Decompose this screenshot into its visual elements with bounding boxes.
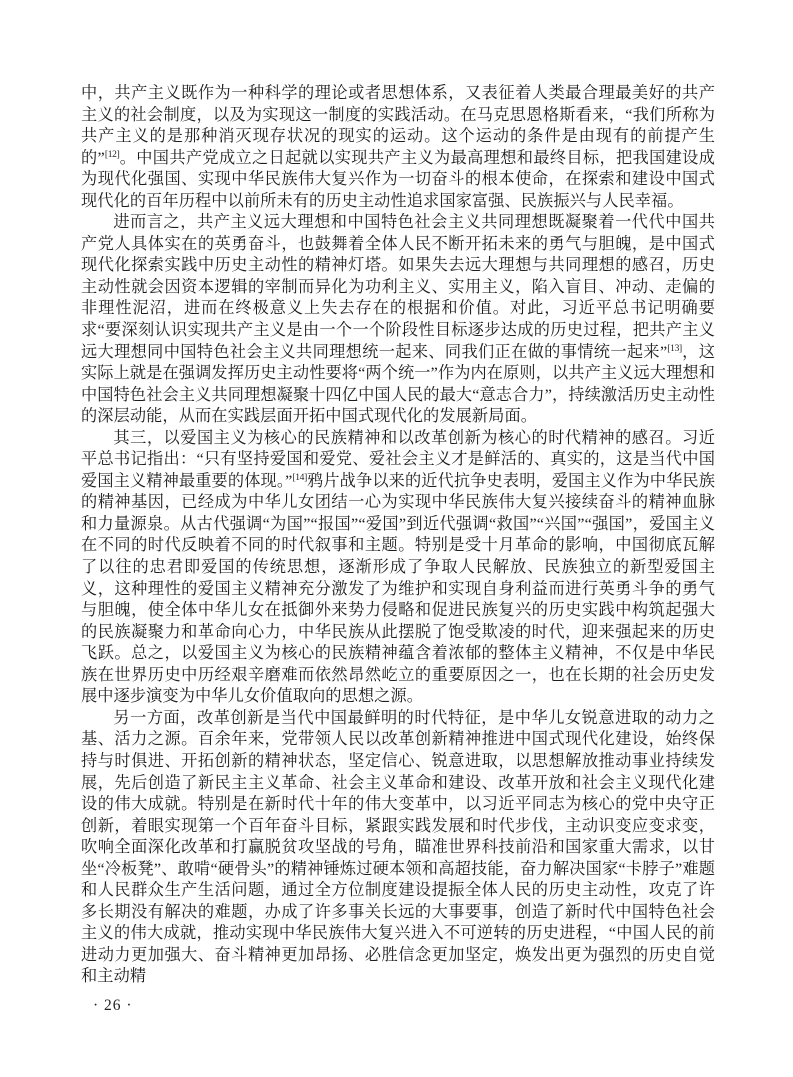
document-body	[81, 83, 715, 988]
page-number: · 26 ·	[93, 997, 133, 1014]
paragraph: 其三，以爱国主义为核心的民族精神和以改革创新为核心的时代精神的感召。习近平总书记指出：“只有坚持爱国和爱党、爱社会主义才是鲜活的、真实的，这是当代中国爱国主义精神最重要的体现。”[14]鸦片战争以来的近代抗争史表明，爱国主义作为中华民族的精神基因，已经成为中华儿女团结一心为实现中华民族伟大复兴接续奋斗的精神血脉和力量源泉。从古代强调“为国”“报国”“爱国”到近代强调“救国”“兴国”“强国”，爱国主义在不同的时代反映着不同的时代叙事和主题。特别是受十月革命的影响，中国彻底瓦解了以往的忠君即爱国的传统思想，逐渐形成了争取人民解放、民族独立的新型爱国主义，这种理性的爱国主义精神充分激发了为维护和实现自身利益而进行英勇斗争的勇气与胆魄，使全体中华儿女在抵御外来势力侵略和促进民族复兴的历史实践中构筑起强大的民族凝聚力和革命向心力，中华民族从此摆脱了饱受欺凌的时代，迎来强起来的历史飞跃。总之，以爱国主义为核心的民族精神蕴含着浓郁的整体主义精神，不仅是中华民族在世界历史中历经艰辛磨难而依然昂然屹立的重要原因之一，也在长期的社会历史发展中逐步演变为中华儿女价值取向的思想之源。	[81, 428, 716, 706]
citation-ref: [13]	[667, 343, 682, 354]
citation-ref: [14]	[292, 472, 307, 483]
paragraph: 进而言之，共产主义远大理想和中国特色社会主义共同理想既凝聚着一代代中国共产党人具体实在的英勇奋斗，也鼓舞着全体人民不断开拓未来的勇气与胆魄，是中国式现代化探索实践中历史主动性的精神灯塔。如果失去远大理想与共同理想的感召，历史主动性就会因资本逻辑的宰制而异化为功利主义、实用主义，陷入盲目、冲动、走偏的非理性泥沼，进而在终极意义上失去存在的根据和价值。对此，习近平总书记明确要求“要深刻认识实现共产主义是由一个一个阶段性目标逐步达成的历史过程，把共产主义远大理想同中国特色社会主义共同理想统一起来、同我们正在做的事情统一起来”[13]，这实际上就是在强调发挥历史主动性要将“两个统一”作为内在原则，以共产主义远大理想和中国特色社会主义共同理想凝聚十四亿中国人民的最大“意志合力”，持续激活历史主动性的深层动能，从而在实践层面开拓中国式现代化的发展新局面。	[81, 213, 715, 426]
paragraph: 另一方面，改革创新是当代中国最鲜明的时代特征，是中华儿女锐意进取的动力之基、活力之源。百余年来，党带领人民以改革创新精神推进中国式现代化建设，始终保持与时俱进、开拓创新的精神状态，坚定信心、锐意进取，以思想解放推动事业持续发展，先后创造了新民主主义革命、社会主义革命和建设、改革开放和社会主义现代化建设的伟大成就。特别是在新时代十年的伟大变革中，以习近平同志为核心的党中央守正创新，着眼实现第一个百年奋斗目标，紧跟实践发展和时代步伐，主动识变应变求变，吹响全面深化改革和打赢脱贫攻坚战的号角，瞄准世界科技前沿和国家重大需求，以甘坐“冷板凳”、敢啃“硬骨头”的精神锤炼过硬本领和高超技能，奋力解决国家“卡脖子”难题和人民群众生产生活问题，通过全方位制度建设提振全体人民的历史主动性，攻克了许多长期没有解决的难题，办成了许多事关长远的大事要事，创造了新时代中国特色社会主义的伟大成就，推动实现中华民族伟大复兴进入不可逆转的历史进程，“中国人民的前进动力更加强大、奋斗精神更加昂扬、必胜信念更加坚定，焕发出更为强烈的历史自觉和主动精	[81, 708, 715, 986]
paragraph: 中，共产主义既作为一种科学的理论或者思想体系，又表征着人类最合理最美好的共产主义的社会制度，以及为实现这一制度的实践活动。在马克思恩格斯看来，“我们所称为共产主义的是那种消灭现存状况的现实的运动。这个运动的条件是由现有的前提产生的”[12]。中国共产党成立之日起就以实现共产主义为最高理想和最终目标，把我国建设成为现代化强国、实现中华民族伟大复兴作为一切奋斗的根本使命，在探索和建设中国式现代化的百年历程中以前所未有的历史主动性追求国家富强、民族振兴与人民幸福。	[81, 84, 715, 210]
citation-ref: [12]	[104, 149, 120, 160]
